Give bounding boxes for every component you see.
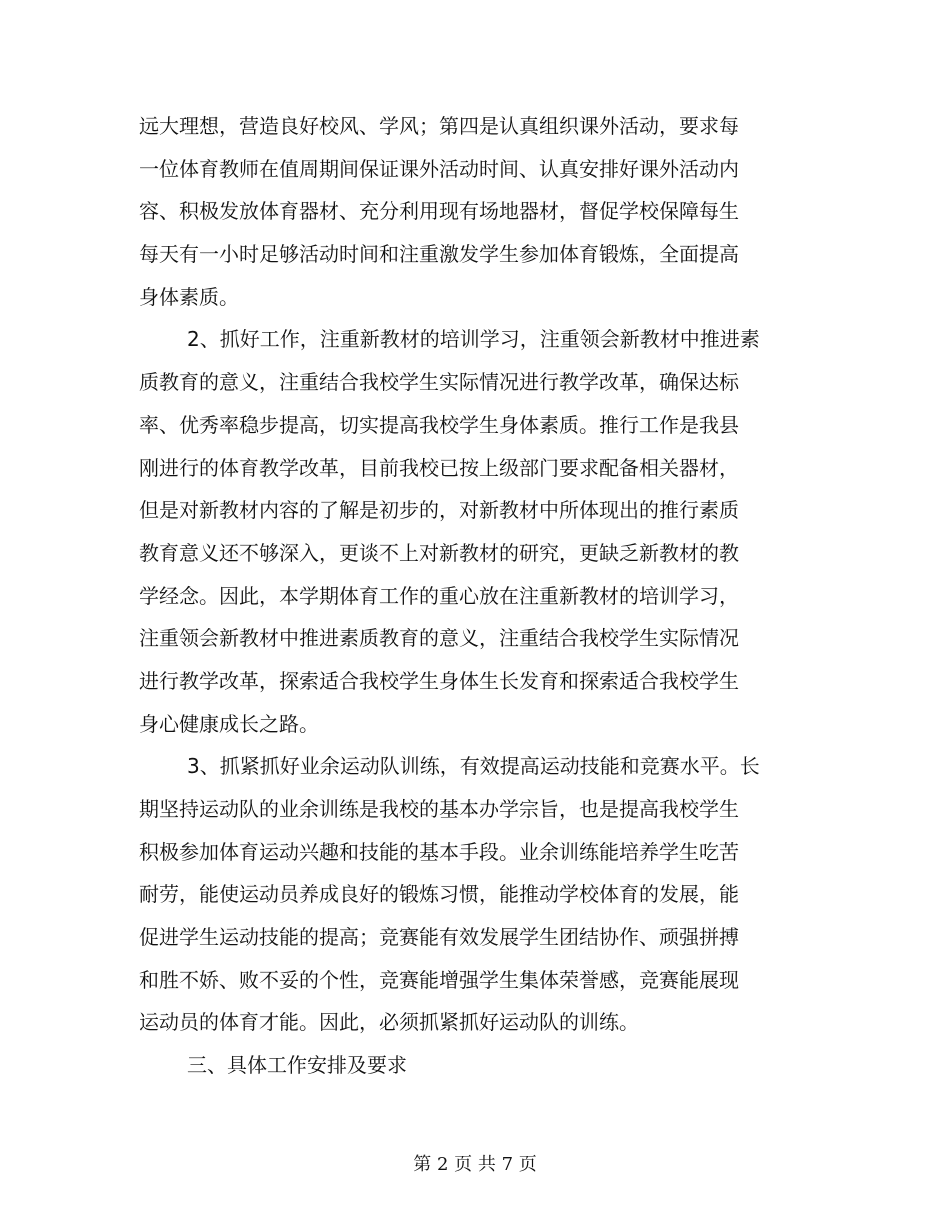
text-line: 但是对新教材内容的了解是初步的，对新教材中所体现出的推行素质 [139, 498, 739, 523]
text-line: 身体素质。 [139, 284, 239, 309]
text-line: 积极参加体育运动兴趣和技能的基本手段。业余训练能培养学生吃苦 [139, 839, 739, 864]
text-line: 刚进行的体育教学改革，目前我校已按上级部门要求配备相关器材， [139, 455, 739, 480]
text-line: 容、积极发放体育器材、充分利用现有场地器材，督促学校保障每生 [139, 199, 739, 224]
text-line: 期坚持运动队的业余训练是我校的基本办学宗旨，也是提高我校学生 [139, 797, 739, 821]
text-line: 一位体育教师在值周期间保证课外活动时间、认真安排好课外活动内 [139, 156, 739, 181]
text-line: 进行教学改革，探索适合我校学生身体生长发育和探索适合我校学生 [139, 668, 739, 693]
text-line: 3、抓紧抓好业余运动队训练，有效提高运动技能和竞赛水平。长 [187, 754, 760, 779]
text-line: 质教育的意义，注重结合我校学生实际情况进行教学改革，确保达标 [139, 370, 739, 395]
text-line: 远大理想，营造良好校风、学风；第四是认真组织课外活动，要求每 [139, 114, 739, 138]
text-line: 三、具体工作安排及要求 [187, 1053, 407, 1078]
text-line: 耐劳，能使运动员养成良好的锻炼习惯，能推动学校体育的发展，能 [139, 882, 739, 907]
text-line: 学经念。因此，本学期体育工作的重心放在注重新教材的培训学习， [139, 583, 739, 608]
document-body [139, 105, 779, 1087]
page-footer: 第 2 页 共 7 页 [413, 1154, 537, 1175]
text-line: 注重领会新教材中推进素质教育的意义，注重结合我校学生实际情况 [139, 626, 739, 651]
text-line: 运动员的体育才能。因此，必须抓紧抓好运动队的训练。 [139, 1010, 639, 1035]
text-line: 身心健康成长之路。 [139, 711, 319, 736]
text-line: 促进学生运动技能的提高；竞赛能有效发展学生团结协作、顽强拼搏 [139, 925, 739, 950]
text-line: 教育意义还不够深入，更谈不上对新教材的研究，更缺乏新教材的教 [139, 540, 739, 565]
text-line: 2、抓好工作，注重新教材的培训学习，注重领会新教材中推进素 [187, 327, 760, 352]
text-line: 每天有一小时足够活动时间和注重激发学生参加体育锻炼，全面提高 [139, 242, 739, 267]
text-line: 率、优秀率稳步提高，切实提高我校学生身体素质。推行工作是我县 [139, 412, 739, 437]
text-line: 和胜不娇、败不妥的个性，竞赛能增强学生集体荣誉感，竞赛能展现 [139, 967, 739, 992]
